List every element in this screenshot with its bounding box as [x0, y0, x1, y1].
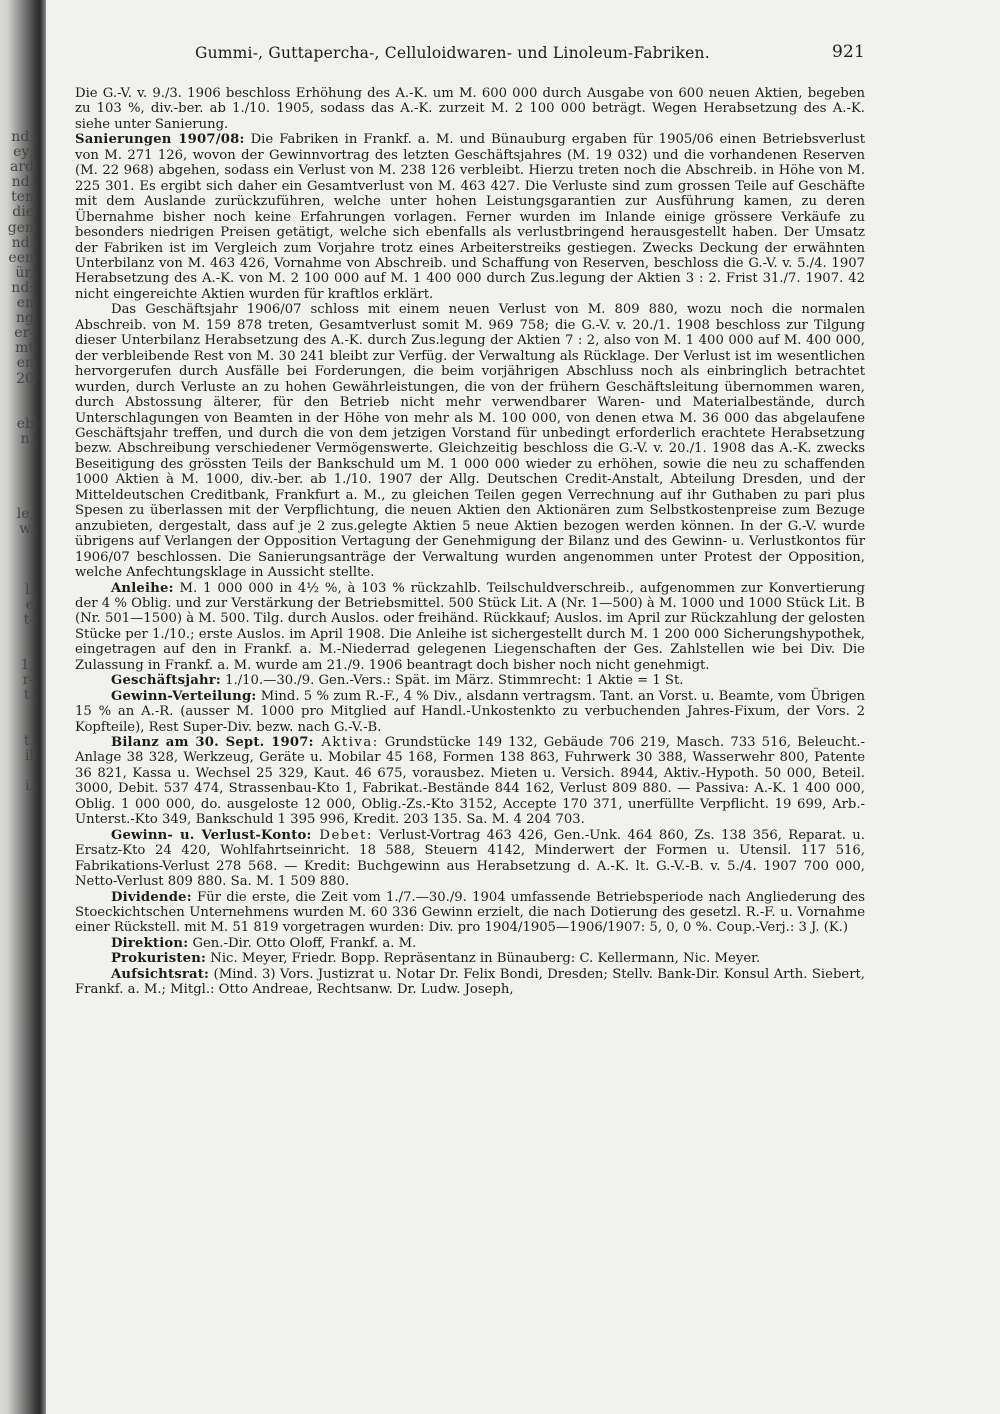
previous-column-fragment [0, 538, 34, 553]
paragraph [75, 890, 865, 936]
paragraph [75, 673, 865, 688]
paragraph [75, 132, 865, 302]
previous-column-fragment: een [8, 249, 34, 266]
paragraph-text: Verlust-Vortrag 463 426, Gen.-Unk. 464 860, Zs. 138 356, Reparat. u. Ersatz-Kto 24 420, Wohlfahrtseinricht. 18 588, Steuern 4142, Minderwert der Formen u. Utensil. 117 516, Fabrikations-Verlust 278 568. — Kredit: Buchgewinn aus Herabsetzung d. A.-K. lt. G.-V.-B. v. 5./4. 1907 700 000, Netto-Verlust 809 880. Sa. M. 1 509 880. [75, 827, 865, 890]
previous-column-fragment [0, 447, 34, 462]
section-keyword: Gewinn- u. Verlust-Konto: [111, 827, 312, 843]
section-keyword: Gewinn-Verteilung: [111, 688, 257, 704]
paragraph-text: Das Geschäftsjahr 1906/07 schloss mit einem neuen Verlust von M. 809 880, wozu noch die normalen Abschreib. von M. 159 878 treten, Gesamtverlust somit M. 969 758; die G.-V. v. 20./1. 1908 beschloss zur Tilgung dieser Unterbilanz Herabsetzung des A.-K. durch Zus.legung der Aktien 7 : 2, also von M. 1 400 000 auf M. 400 000, der verbleibende Rest von M. 30 241 bleibt zur Verfüg. der Verwaltung als Rücklage. Der Verlust ist im wesentlichen hervorgerufen durch Ausfälle bei Forderungen, die beim vorjährigen Abschluss noch als einbringlich betrachtet wurden, durch Verluste an zu hohen Gewährleistungen, die von der frühern Geschäftsleitung übernommen waren, durch Abstossung älterer, für den Betrieb nicht mehr verwendbarer Waren- und Materialbestände, durch Unterschlagungen von Beamten in der Höhe von mehr als M. 100 000, von denen etwa M. 36 000 das abgelaufene Geschäftsjahr treffen, und durch die von dem jetzigen Vorstand für unbedingt erforderlich erachtete Herabsetzung bezw. Abschreibung verschiedener Vermögenswerte. Gleichzeitig beschloss die G.-V. v. 20./1. 1908 das A.-K. zwecks Beseitigung des grössten Teils der Bankschuld um M. 1 000 000 wieder zu erhöhen, sowie die neu zu schaffenden 1000 Aktien à M. 1000, div.-ber. ab 1./10. 1907 der Allg. Deutschen Credit-Anstalt, Abteilung Dresden, und der Mitteldeutschen Creditbank, Frankfurt a. M., zu gleichen Teilen gegen Verrechnung auf ihr Guthaben zu pari plus Spesen zu überlassen mit der Verpflichtung, die neuen Aktien den Aktionären zum Selbstkostenpreise zum Bezuge anzubieten, dergestalt, dass auf je 2 zus.gelegte Aktien 5 neue Aktien bezogen werden können. In der G.-V. wurde übrigens auf Verlangen der Opposition Vertagung der Genehmigung der Bilanz und des Gewinn- u. Verlustkontos für 1906/07 beschlossen. Die Sanierungsanträge der Verwaltung wurden angenommen unter Protest der Opposition, welche Anfechtungsklage in Aussicht stellte. [75, 302, 865, 581]
section-keyword: Dividende: [111, 889, 192, 905]
paragraph [75, 951, 865, 966]
previous-page-column-fragments [0, 130, 34, 794]
spaced-subheading: Debet: [311, 827, 373, 843]
previous-column-fragment [0, 477, 34, 492]
previous-column-fragment [0, 462, 34, 477]
previous-column-fragment: mt [15, 340, 34, 357]
paragraph-text: Mind. 5 % zum R.-F., 4 % Div., alsdann vertragsm. Tant. an Vorst. u. Beamte, vom Übrigen 15 % an A.-R. (ausser M. 1000 pro Mitglied auf Handl.-Unkostenkto zu verbuchenden Jahres-Fixum, der Vors. 2 Kopfteile), Rest Super-Div. bezw. nach G.-V.-B. [75, 688, 865, 735]
previous-column-fragment: t- [23, 612, 34, 628]
previous-column-fragment: er- [14, 325, 34, 342]
spaced-subheading: Aktiva: [313, 735, 379, 751]
previous-column-fragment [0, 704, 34, 719]
previous-column-fragment: ten [11, 189, 34, 206]
paragraph [75, 302, 865, 580]
paragraph [75, 735, 865, 828]
paragraph [75, 689, 865, 735]
previous-column-fragment: en [16, 355, 34, 372]
previous-column-fragment: w. [19, 521, 34, 538]
previous-column-fragment [0, 402, 34, 417]
previous-column-fragment: ng [16, 310, 34, 327]
section-keyword: Sanierungen 1907/08: [75, 132, 245, 148]
previous-column-fragment: i. [25, 778, 34, 795]
previous-column-fragment: die [12, 204, 34, 221]
previous-column-fragment [0, 553, 34, 568]
paragraph [75, 86, 865, 132]
header-title: Gummi-, Guttapercha-, Celluloidwaren- und Linoleum-Fabriken. [195, 44, 710, 62]
paragraph-text: Die Fabriken in Frankf. a. M. und Bünauburg ergaben für 1905/06 einen Betriebsverlust von M. 271 126, wovon der Gewinnvortrag des letzten Geschäftsjahres (M. 19 032) und die vorhandenen Reserven (M. 22 968) abgehen, sodass ein Verlust von M. 238 126 verbleibt. Hierzu treten noch die Abschreib. in Höhe von M. 225 301. Es ergibt sich daher ein Gesamtverlust von M. 463 427. Die Verluste sind zum grossen Teile auf Geschäfte mit dem Auslande zurückzuführen, welche unter hohen Leistungsgarantien zur Ausführung kamen, zu deren Übernahme bisher noch keine Erfahrungen vorlagen. Ferner wurden im Inlande einige grössere Verkäufe zu besonders niedrigen Preisen getätigt, welche sich ebenfalls als verlustbringend herausgestellt haben. Der Umsatz der Fabriken ist im Vergleich zum Vorjahre trotz eines Arbeiterstreiks gestiegen. Zwecks Deckung der erwähnten Unterbilanz von M. 463 426, Vornahme von Abschreib. und Schaffung von Reserven, beschloss die G.-V. v. 5./4. 1907 Herabsetzung des A.-K. von M. 2 100 000 auf M. 1 400 000 durch Zus.legung der Aktien 3 : 2. Frist 31./7. 1907. 42 nicht eingereichte Aktien wurden für kraftlos erklärt. [75, 132, 866, 302]
paragraph-text: (Mind. 3) Vors. Justizrat u. Notar Dr. Felix Bondi, Dresden; Stellv. Bank-Dir. Konsul Arth. Siebert, Frankf. a. M.; Mitgl.: Otto Andreae, Rechtsanw. Dr. Ludw. Joseph, [75, 966, 865, 998]
previous-column-fragment [0, 628, 34, 643]
previous-column-fragment: e [25, 596, 34, 613]
previous-column-fragment: t. [23, 687, 34, 704]
previous-column-fragment: n. [20, 430, 34, 447]
previous-column-fragment: nd: [11, 279, 34, 296]
paragraph-text: Grundstücke 149 132, Gebäude 706 219, Masch. 733 516, Beleucht.-Anlage 38 328, Werkzeug, Geräte u. Mobilar 45 168, Formen 138 863, Fuhrwerk 30 388, Wasserwehr 800, Patente 36 821, Kassa u. Wechsel 25 329, Kaut. 46 675, vorausbez. Mieten u. Versich. 8944, Aktiv.-Hypoth. 50 000, Beteil. 3000, Debit. 537 474, Strassenbau-Kto 1, Fabrikat.-Bestände 844 162, Verlust 809 880. — Passiva: A.-K. 1 400 000, Oblig. 1 000 000, do. ausgeloste 12 000, Oblig.-Zs.-Kto 3152, Accepte 170 371, unerfüllte Verpflicht. 19 699, Arb.-Unterst.-Kto 349, Bankschuld 1 395 996, Kredit. 203 135. Sa. M. 4 204 703. [75, 735, 866, 828]
section-keyword: Geschäftsjahr: [111, 673, 221, 689]
paragraph-text: 1./10.—30./9. Gen.-Vers.: Spät. im März. Stimmrecht: 1 Aktie = 1 St. [220, 673, 684, 689]
previous-column-fragment: nd. [11, 234, 34, 251]
previous-column-fragment [0, 643, 34, 658]
previous-column-fragment: le, [16, 506, 34, 523]
previous-column-fragment: ür, [15, 264, 34, 281]
company-report-body [75, 86, 865, 998]
previous-column-fragment: r- [22, 672, 34, 689]
previous-column-fragment [0, 719, 34, 734]
paragraph-text: Für die erste, die Zeit vom 1./7.—30./9. 1904 umfassende Betriebsperiode nach Angliederung des Stoeckichtschen Unternehmens wurden M. 60 336 Gewinn erzielt, die nach Dotierung des gesetzl. R.-F. u. Vornahme einer Rückstell. mit M. 51 819 vorgetragen wurden: Div. pro 1904/1905—1906/1907: 5, 0, 0 %. Coup.-Verj.: 3 J. (K.) [75, 889, 865, 936]
previous-column-fragment: ey; [13, 144, 34, 161]
page-number: 921 [831, 42, 865, 62]
paragraph [75, 828, 865, 890]
paragraph-text: Die G.-V. v. 9./3. 1906 beschloss Erhöhung des A.-K. um M. 600 000 durch Ausgabe von 600 neuen Aktien, begeben zu 103 %, div.-ber. ab 1./10. 1905, sodass das A.-K. zurzeit M. 2 100 000 beträgt. Wegen Herabsetzung des A.-K. siehe unter Sanierung. [75, 86, 865, 132]
previous-column-fragment: nd. [11, 174, 34, 191]
previous-column-fragment [0, 387, 34, 402]
previous-column-fragment [0, 568, 34, 583]
previous-column-fragment: 1, [20, 657, 34, 674]
previous-column-fragment: gen [7, 219, 34, 236]
section-keyword: Prokuristen: [111, 951, 207, 967]
paragraph-text: M. 1 000 000 in 4½ %, à 103 % rückzahlb. Teilschuldverschreib., aufgenommen zur Konvertierung der 4 % Oblig. und zur Verstärkung der Betriebsmittel. 500 Stück Lit. A (Nr. 1—500) à M. 1000 und 1000 Stück Lit. B (Nr. 501—1500) à M. 500. Tilg. durch Auslos. oder freihänd. Rückkauf; Auslos. im April zur Rückzahlung der gelosten Stücke per 1./10.; erste Auslos. im April 1908. Die Anleihe ist sichergestellt durch M. 1 200 000 Sicherungshypothek, eingetragen auf den in Frankf. a. M.-Niederrad gelegenen Liegenschaften der Ges. Zahlstellen wie bei Div. Die Zulassung in Frankf. a. M. wurde am 21./9. 1906 beantragt doch bisher noch nicht genehmigt. [75, 580, 865, 673]
paragraph [75, 581, 865, 674]
previous-column-fragment: ard [9, 159, 34, 176]
previous-column-fragment: en [16, 295, 34, 312]
section-keyword: Anleihe: [111, 580, 174, 596]
section-keyword: Bilanz am 30. Sept. 1907: [111, 735, 314, 751]
paragraph-text: Nic. Meyer, Friedr. Bopp. Repräsentanz in Bünauberg: C. Kellermann, Nic. Meyer. [206, 951, 761, 967]
paragraph-text: Gen.-Dir. Otto Oloff, Frankf. a. M. [188, 935, 417, 951]
previous-column-fragment: 20 [16, 370, 34, 387]
paragraph [75, 967, 865, 998]
section-keyword: Aufsichtsrat: [111, 966, 210, 982]
previous-column-fragment: eb [16, 415, 34, 432]
previous-column-fragment: t. [23, 732, 34, 749]
running-header [75, 40, 865, 66]
section-keyword: Direktion: [111, 935, 189, 951]
previous-column-fragment [0, 764, 34, 779]
previous-column-fragment: l. [25, 581, 34, 598]
previous-column-fragment: il [25, 747, 34, 764]
previous-column-fragment [0, 492, 34, 507]
paragraph [75, 936, 865, 951]
previous-column-fragment: nd: [11, 130, 34, 145]
